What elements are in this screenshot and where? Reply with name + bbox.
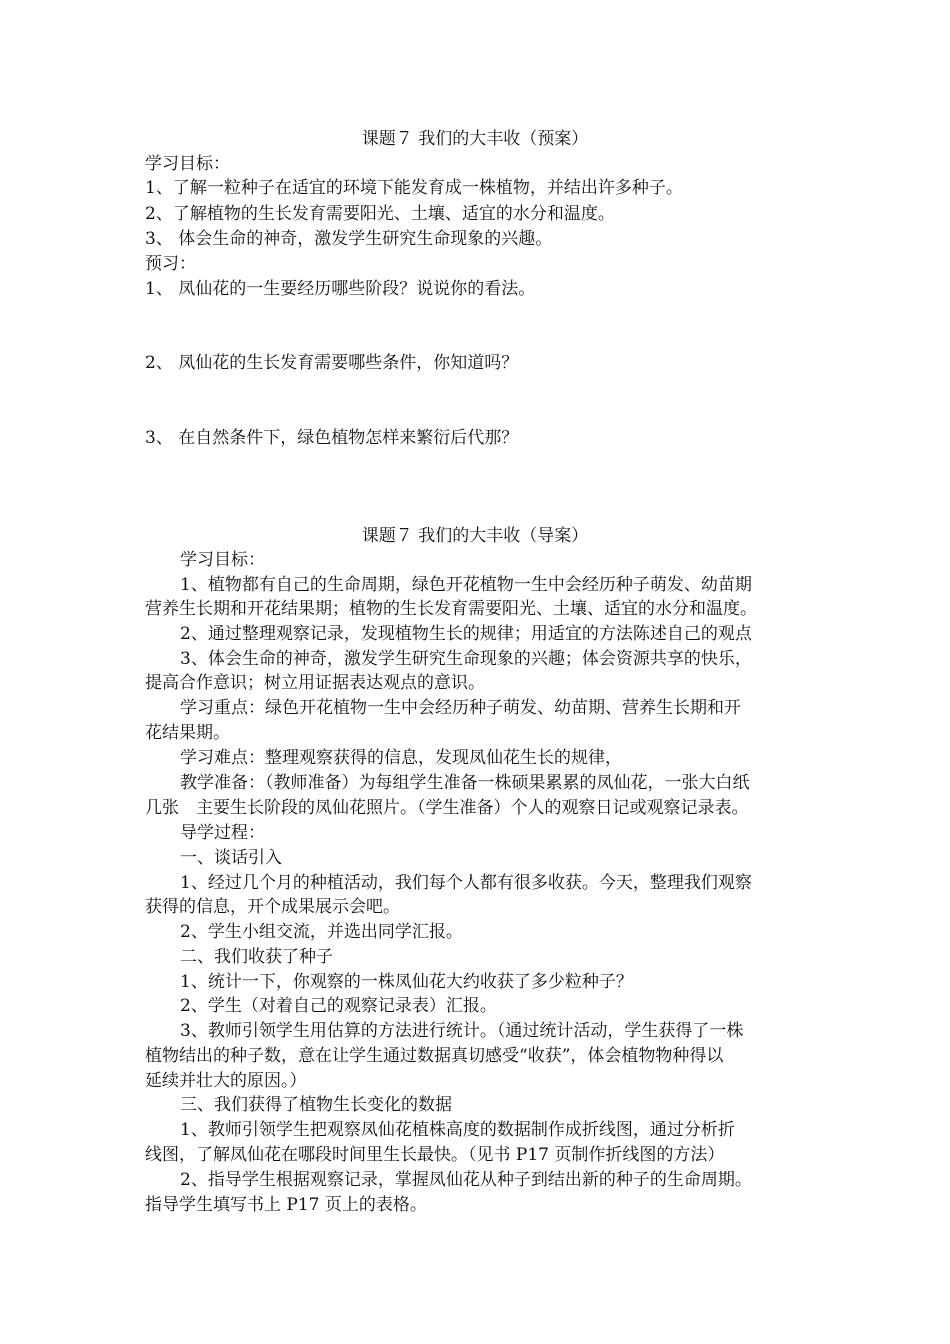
preview-question-2: 2、 凤仙花的生长发育需要哪些条件，你知道吗？	[145, 353, 519, 373]
guide-line: 花结果期。	[145, 723, 230, 743]
guide-line: 三、我们获得了植物生长变化的数据	[180, 1095, 452, 1115]
guide-line: 几张 主要生长阶段的凤仙花照片。（学生准备）个人的观察日记或观察记录表。	[145, 798, 749, 818]
guide-line: 指导学生填写书上 P17 页上的表格。	[145, 1195, 427, 1215]
guide-line: 2、学生（对着自己的观察记录表）汇报。	[180, 996, 497, 1016]
guide-line: 1、教师引领学生把观察凤仙花植株高度的数据制作成折线图，通过分析折	[180, 1120, 735, 1140]
preview-title: 课题７ 我们的大丰收（预案）	[361, 129, 589, 149]
guide-line: 学习重点：绿色开花植物一生中会经历种子萌发、幼苗期、营养生长期和开	[180, 698, 741, 718]
guide-line: 1、经过几个月的种植活动，我们每个人都有很多收获。今天，整理我们观察	[180, 873, 752, 893]
guide-line: 导学过程：	[180, 823, 265, 843]
guide-line: 一、谈话引入	[180, 848, 282, 868]
guide-line: 1、植物都有自己的生命周期，绿色开花植物一生中会经历种子萌发、幼苗期	[180, 575, 752, 595]
guide-line: 延续并壮大的原因。）	[145, 1071, 307, 1091]
guide-line: 植物结出的种子数，意在让学生通过数据真切感受“收获”，体会植物物种得以	[145, 1046, 724, 1066]
guide-line: 营养生长期和开花结果期；植物的生长发育需要阳光、土壤、适宜的水分和温度。	[145, 599, 757, 619]
guide-line: 线图，了解凤仙花在哪段时间里生长最快。（见书 P17 页制作折线图的方法）	[145, 1145, 725, 1165]
preview-goal-3: 3、 体会生命的神奇，激发学生研究生命现象的兴趣。	[145, 229, 553, 249]
guide-line: 二、我们收获了种子	[180, 947, 333, 967]
preview-question-1: 1、 凤仙花的一生要经历哪些阶段？说说你的看法。	[145, 279, 536, 299]
guide-line: 1、统计一下，你观察的一株凤仙花大约收获了多少粒种子？	[180, 972, 633, 992]
guide-line: 学习目标：	[180, 550, 265, 570]
guide-line: 获得的信息，开个成果展示会吧。	[145, 897, 400, 917]
preview-goal-1: 1、了解一粒种子在适宜的环境下能发育成一株植物，并结出许多种子。	[145, 178, 683, 198]
guide-line: 教学准备：（教师准备）为每组学生准备一株硕果累累的凤仙花，一张大白纸	[180, 773, 750, 793]
guide-title: 课题７ 我们的大丰收（导案）	[361, 526, 589, 546]
guide-line: 2、通过整理观察记录，发现植物生长的规律；用适宜的方法陈述自己的观点	[180, 624, 752, 644]
preview-goals-heading: 学习目标：	[145, 154, 230, 174]
guide-line: 提高合作意识；树立用证据表达观点的意识。	[145, 673, 485, 693]
preview-question-3: 3、 在自然条件下，绿色植物怎样来繁衍后代那？	[145, 428, 519, 448]
guide-line: 3、体会生命的神奇，激发学生研究生命现象的兴趣；体会资源共享的快乐，	[180, 649, 752, 669]
guide-line: 3、教师引领学生用估算的方法进行统计。（通过统计活动，学生获得了一株	[180, 1021, 744, 1041]
guide-line: 2、学生小组交流，并选出同学汇报。	[180, 922, 463, 942]
guide-line: 学习难点：整理观察获得的信息，发现凤仙花生长的规律，	[180, 748, 622, 768]
preview-prep-heading: 预习：	[145, 254, 196, 274]
guide-line: 2、指导学生根据观察记录，掌握凤仙花从种子到结出新的种子的生命周期。	[180, 1170, 752, 1190]
preview-goal-2: 2、了解植物的生长发育需要阳光、土壤、适宜的水分和温度。	[145, 204, 615, 224]
